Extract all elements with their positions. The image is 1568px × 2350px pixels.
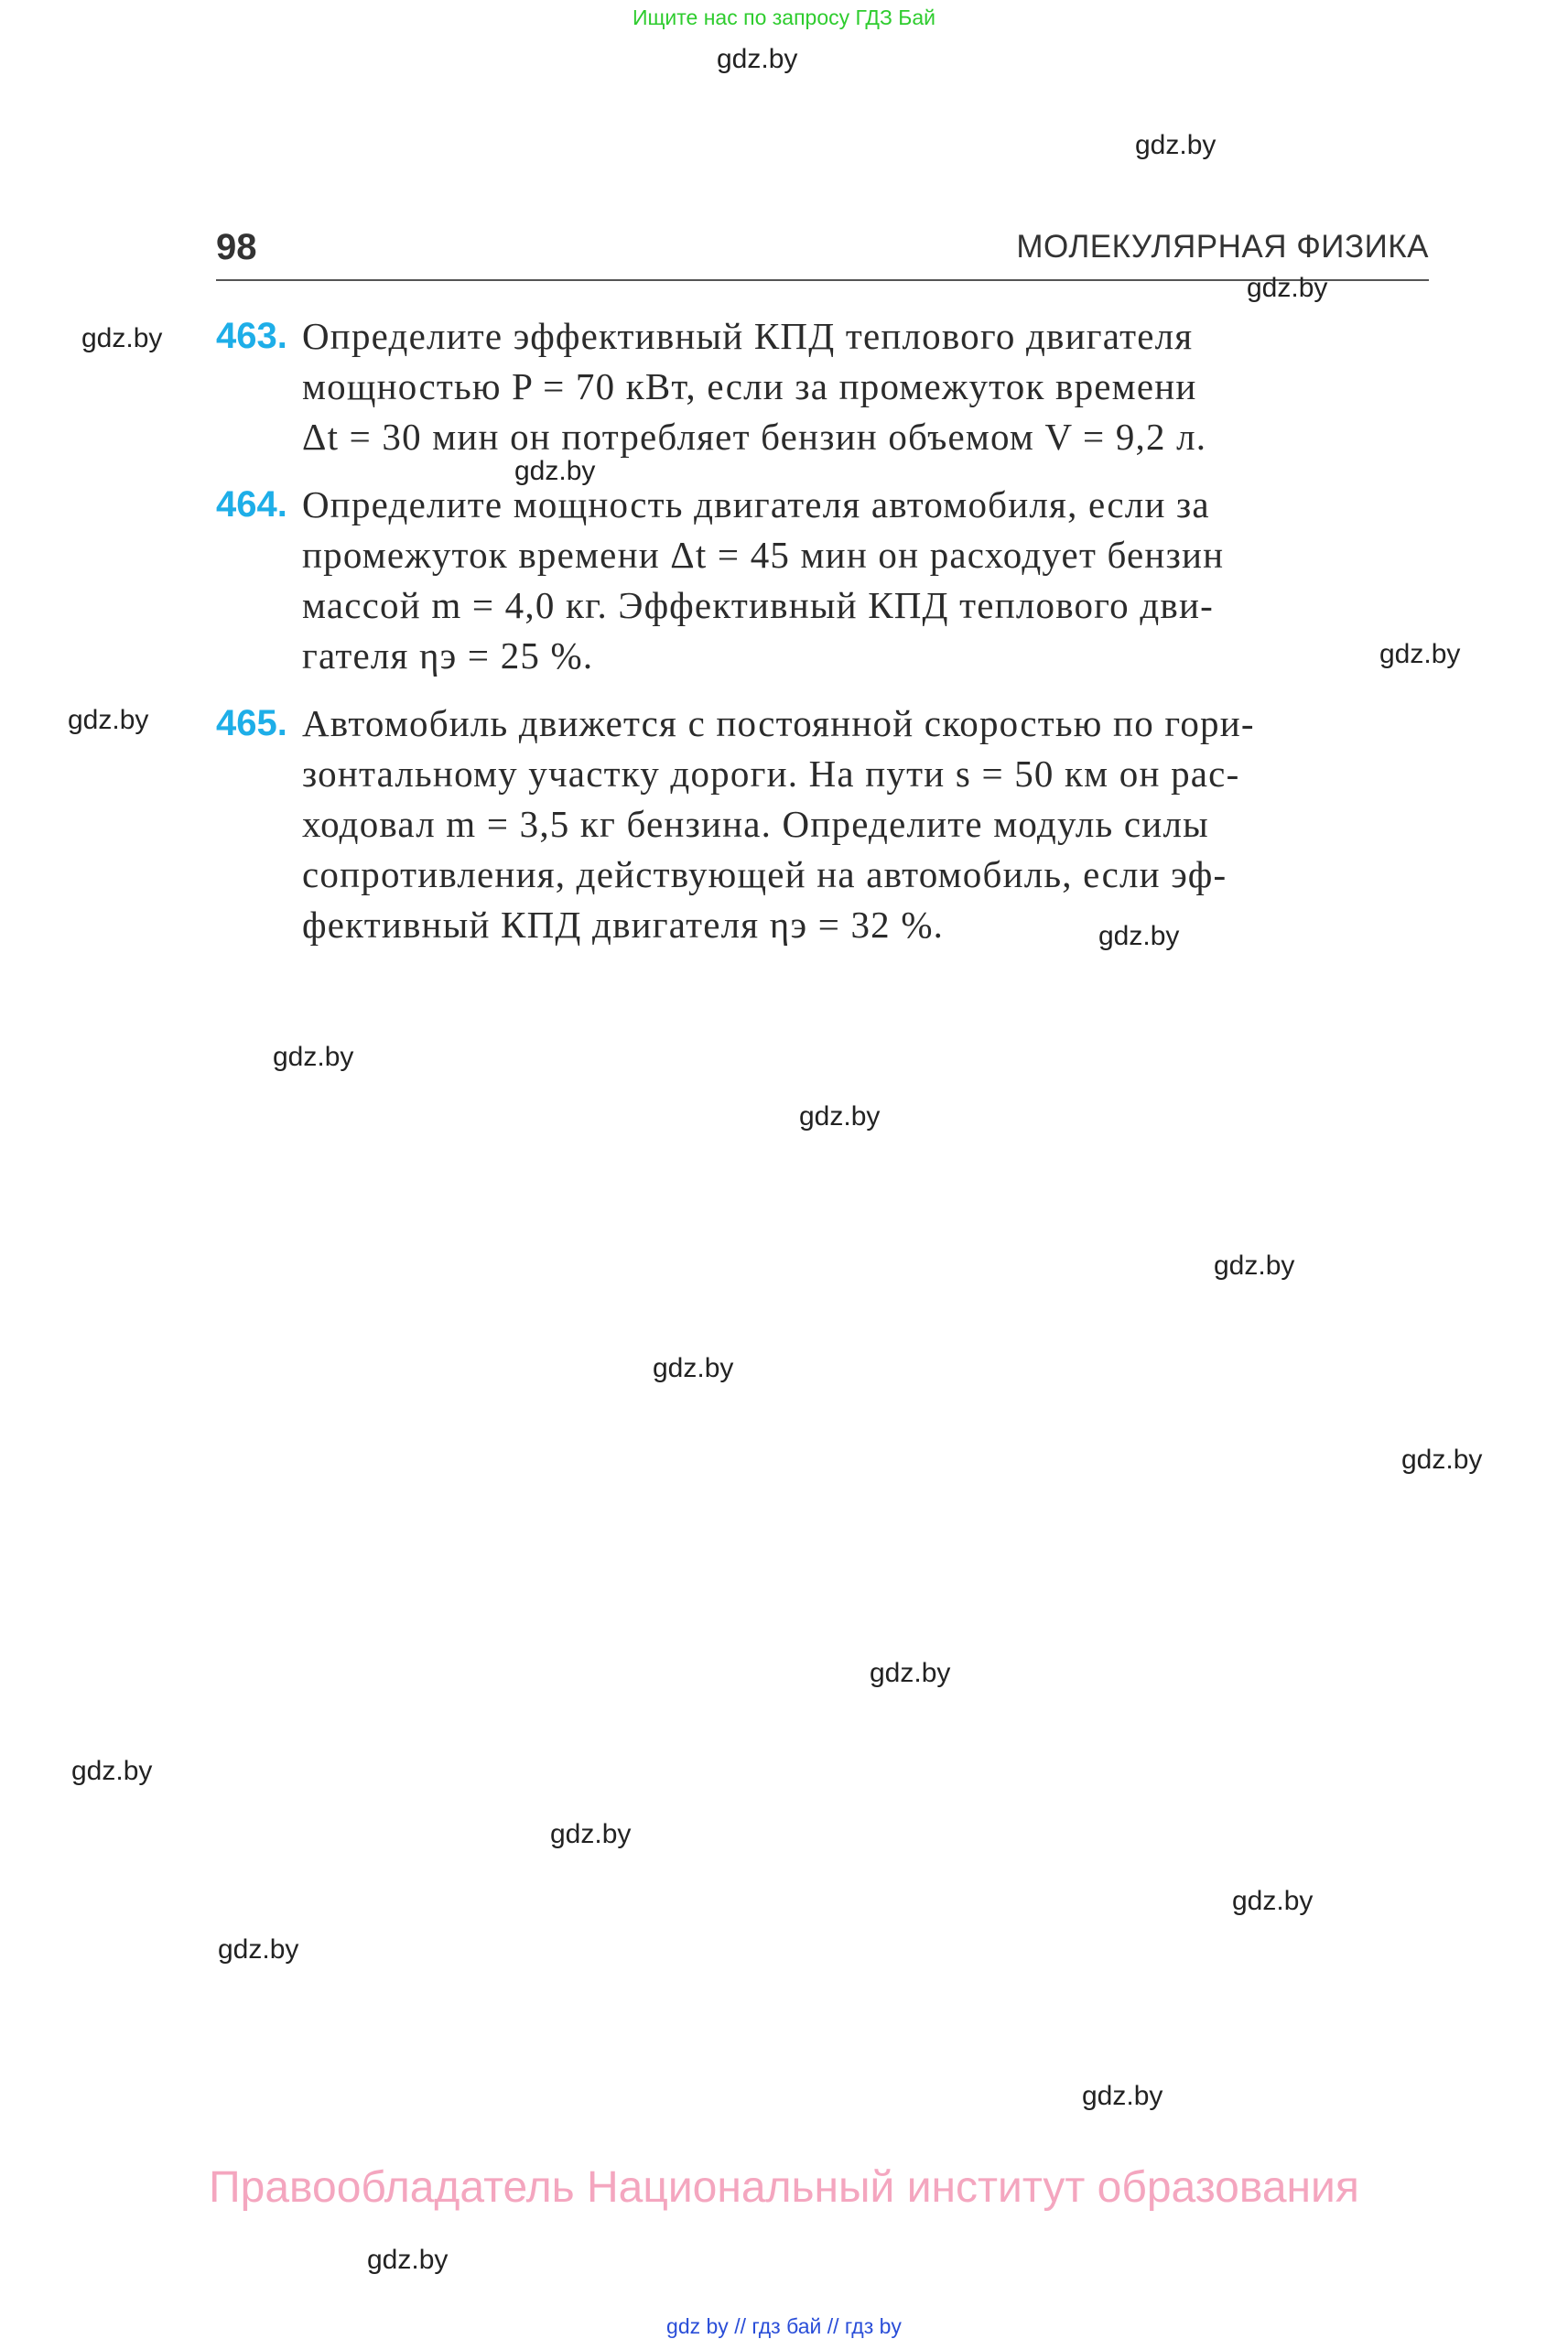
footer-links[interactable]: gdz by // гдз бай // гдз by <box>666 2314 902 2338</box>
problem-line: сопротивления, действующей на автомобиль, если эф- <box>302 853 1227 895</box>
problem-463 <box>216 311 1429 462</box>
watermark: gdz.by <box>68 705 149 735</box>
problem-465 <box>216 699 1429 950</box>
watermark: gdz.by <box>717 44 798 74</box>
problem-line: зонтальному участку дороги. На пути s = 50 км он рас- <box>302 753 1240 795</box>
problem-464 <box>216 480 1429 681</box>
watermark: gdz.by <box>1098 921 1180 951</box>
top-banner: Ищите нас по запросу ГДЗ Бай <box>632 5 936 29</box>
problem-number: 463. <box>216 316 287 356</box>
watermark: gdz.by <box>367 2245 449 2275</box>
section-title: МОЛЕКУЛЯРНАЯ ФИЗИКА <box>1016 229 1429 265</box>
watermark: gdz.by <box>81 323 163 353</box>
problem-number: 465. <box>216 703 287 743</box>
watermark: gdz.by <box>1232 1886 1314 1916</box>
problem-number: 464. <box>216 484 287 525</box>
problem-line: фективный КПД двигателя ηэ = 32 %. <box>302 904 945 946</box>
problem-text <box>302 699 1429 950</box>
problem-line: ходовал m = 3,5 кг бензина. Определите модуль силы <box>302 803 1209 845</box>
problem-text <box>302 480 1429 681</box>
problem-line: Определите эффективный КПД теплового двигателя <box>302 315 1194 357</box>
problem-line: Автомобиль движется с постоянной скоростью по гори- <box>302 702 1255 744</box>
watermark: gdz.by <box>799 1101 881 1132</box>
watermark: gdz.by <box>514 456 596 486</box>
watermark: gdz.by <box>1135 130 1217 160</box>
watermark: gdz.by <box>1214 1251 1295 1281</box>
watermark: gdz.by <box>550 1819 632 1849</box>
watermark: gdz.by <box>653 1353 734 1383</box>
watermark: gdz.by <box>870 1658 951 1688</box>
watermark: gdz.by <box>1401 1445 1483 1475</box>
watermark: gdz.by <box>1082 2081 1163 2111</box>
watermark: gdz.by <box>1247 273 1328 303</box>
problem-line: промежуток времени Δt = 45 мин он расходует бензин <box>302 534 1225 576</box>
copyright-notice: Правообладатель Национальный институт образования <box>209 2163 1359 2212</box>
page-number: 98 <box>216 227 257 267</box>
watermark: gdz.by <box>71 1756 153 1786</box>
watermark: gdz.by <box>273 1042 354 1072</box>
problem-line: Δt = 30 мин он потребляет бензин объемом V = 9,2 л. <box>302 416 1207 458</box>
problem-line: мощностью P = 70 кВт, если за промежуток времени <box>302 365 1197 407</box>
problem-line: Определите мощность двигателя автомобиля, если за <box>302 483 1210 525</box>
problem-line: гателя ηэ = 25 %. <box>302 634 594 677</box>
watermark: gdz.by <box>1379 639 1461 669</box>
problem-line: массой m = 4,0 кг. Эффективный КПД теплового дви- <box>302 584 1214 626</box>
problem-text <box>302 311 1429 462</box>
watermark: gdz.by <box>218 1934 299 1965</box>
